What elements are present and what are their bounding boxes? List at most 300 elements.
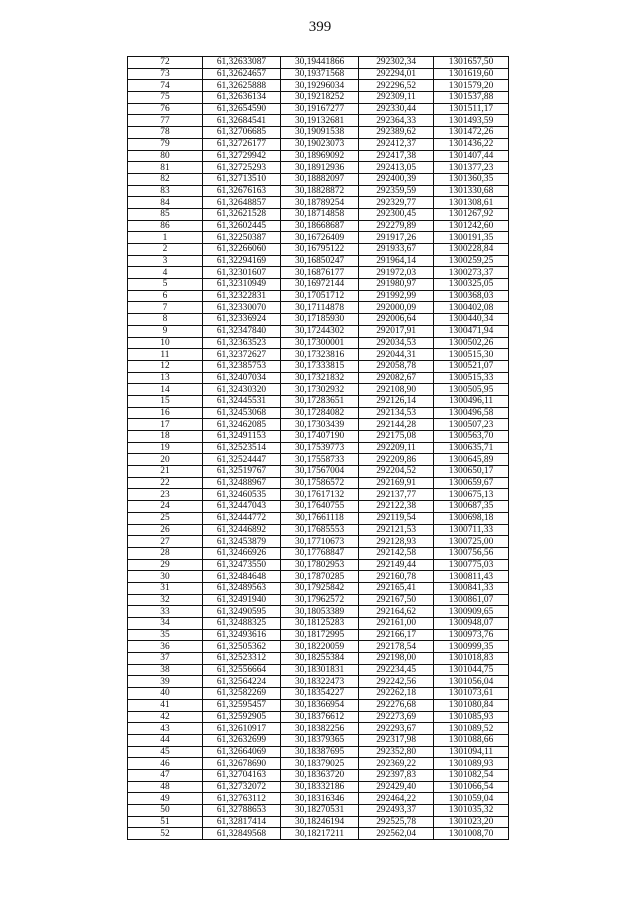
longitude-cell: 30,17567004	[281, 466, 359, 478]
x-coordinate-cell: 292389,62	[359, 127, 434, 139]
y-coordinate-cell: 1301360,35	[434, 173, 509, 185]
latitude-cell: 61,32505362	[202, 641, 280, 653]
x-coordinate-cell: 292164,62	[359, 606, 434, 618]
x-coordinate-cell: 292234,45	[359, 664, 434, 676]
x-coordinate-cell: 292296,52	[359, 80, 434, 92]
y-coordinate-cell: 1300841,33	[434, 582, 509, 594]
longitude-cell: 30,19371568	[281, 68, 359, 80]
longitude-cell: 30,18379365	[281, 734, 359, 746]
longitude-cell: 30,18379025	[281, 758, 359, 770]
x-coordinate-cell: 292121,53	[359, 524, 434, 536]
point-number-cell: 85	[128, 208, 203, 220]
y-coordinate-cell: 1301094,11	[434, 746, 509, 758]
latitude-cell: 61,32610917	[202, 723, 280, 735]
point-number-cell: 28	[128, 547, 203, 559]
longitude-cell: 30,18366954	[281, 699, 359, 711]
latitude-cell: 61,32624657	[202, 68, 280, 80]
x-coordinate-cell: 292262,18	[359, 688, 434, 700]
latitude-cell: 61,32636134	[202, 92, 280, 104]
longitude-cell: 30,17685553	[281, 524, 359, 536]
longitude-cell: 30,17323816	[281, 349, 359, 361]
point-number-cell: 39	[128, 676, 203, 688]
x-coordinate-cell: 292165,41	[359, 582, 434, 594]
y-coordinate-cell: 1300698,18	[434, 512, 509, 524]
latitude-cell: 61,32488967	[202, 477, 280, 489]
x-coordinate-cell: 292142,58	[359, 547, 434, 559]
longitude-cell: 30,17710673	[281, 536, 359, 548]
point-number-cell: 16	[128, 407, 203, 419]
latitude-cell: 61,32556664	[202, 664, 280, 676]
x-coordinate-cell: 292108,90	[359, 384, 434, 396]
longitude-cell: 30,18255384	[281, 653, 359, 665]
point-number-cell: 41	[128, 699, 203, 711]
table-row	[128, 279, 509, 291]
latitude-cell: 61,32676163	[202, 185, 280, 197]
longitude-cell: 30,17640755	[281, 501, 359, 513]
longitude-cell: 30,18363720	[281, 769, 359, 781]
longitude-cell: 30,18316346	[281, 793, 359, 805]
latitude-cell: 61,32336924	[202, 314, 280, 326]
longitude-cell: 30,17321832	[281, 372, 359, 384]
point-number-cell: 2	[128, 244, 203, 256]
table-row	[128, 758, 509, 770]
y-coordinate-cell: 1300711,33	[434, 524, 509, 536]
y-coordinate-cell: 1300191,35	[434, 232, 509, 244]
point-number-cell: 18	[128, 431, 203, 443]
longitude-cell: 30,17303439	[281, 419, 359, 431]
y-coordinate-cell: 1300659,67	[434, 477, 509, 489]
x-coordinate-cell: 292137,77	[359, 489, 434, 501]
x-coordinate-cell: 291992,99	[359, 290, 434, 302]
table-row	[128, 57, 509, 69]
y-coordinate-cell: 1301082,54	[434, 769, 509, 781]
longitude-cell: 30,18912936	[281, 162, 359, 174]
y-coordinate-cell: 1301511,17	[434, 103, 509, 115]
table-row	[128, 220, 509, 232]
point-number-cell: 46	[128, 758, 203, 770]
point-number-cell: 76	[128, 103, 203, 115]
latitude-cell: 61,32704163	[202, 769, 280, 781]
y-coordinate-cell: 1300440,34	[434, 314, 509, 326]
longitude-cell: 30,19218252	[281, 92, 359, 104]
y-coordinate-cell: 1301308,61	[434, 197, 509, 209]
point-number-cell: 4	[128, 267, 203, 279]
latitude-cell: 61,32595457	[202, 699, 280, 711]
point-number-cell: 79	[128, 138, 203, 150]
x-coordinate-cell: 292006,64	[359, 314, 434, 326]
latitude-cell: 61,32523514	[202, 442, 280, 454]
y-coordinate-cell: 1301073,61	[434, 688, 509, 700]
point-number-cell: 22	[128, 477, 203, 489]
longitude-cell: 30,17586572	[281, 477, 359, 489]
point-number-cell: 25	[128, 512, 203, 524]
x-coordinate-cell: 292119,54	[359, 512, 434, 524]
y-coordinate-cell: 1300635,71	[434, 442, 509, 454]
longitude-cell: 30,16972144	[281, 279, 359, 291]
y-coordinate-cell: 1300502,26	[434, 337, 509, 349]
y-coordinate-cell: 1300948,07	[434, 618, 509, 630]
table-row	[128, 325, 509, 337]
point-number-cell: 36	[128, 641, 203, 653]
latitude-cell: 61,32849568	[202, 828, 280, 840]
longitude-cell: 30,18387695	[281, 746, 359, 758]
longitude-cell: 30,17407190	[281, 431, 359, 443]
table-row	[128, 618, 509, 630]
latitude-cell: 61,32372627	[202, 349, 280, 361]
table-row	[128, 255, 509, 267]
latitude-cell: 61,32763112	[202, 793, 280, 805]
point-number-cell: 78	[128, 127, 203, 139]
point-number-cell: 83	[128, 185, 203, 197]
longitude-cell: 30,18053389	[281, 606, 359, 618]
x-coordinate-cell: 292209,11	[359, 442, 434, 454]
y-coordinate-cell: 1300775,03	[434, 559, 509, 571]
point-number-cell: 80	[128, 150, 203, 162]
y-coordinate-cell: 1300368,03	[434, 290, 509, 302]
longitude-cell: 30,17114878	[281, 302, 359, 314]
y-coordinate-cell: 1301493,59	[434, 115, 509, 127]
y-coordinate-cell: 1301472,26	[434, 127, 509, 139]
point-number-cell: 42	[128, 711, 203, 723]
x-coordinate-cell: 292082,67	[359, 372, 434, 384]
latitude-cell: 61,32301607	[202, 267, 280, 279]
x-coordinate-cell: 292273,69	[359, 711, 434, 723]
longitude-cell: 30,18789254	[281, 197, 359, 209]
table-row	[128, 302, 509, 314]
x-coordinate-cell: 292359,59	[359, 185, 434, 197]
x-coordinate-cell: 292413,05	[359, 162, 434, 174]
y-coordinate-cell: 1301537,88	[434, 92, 509, 104]
point-number-cell: 81	[128, 162, 203, 174]
table-row	[128, 442, 509, 454]
y-coordinate-cell: 1301080,84	[434, 699, 509, 711]
latitude-cell: 61,32706685	[202, 127, 280, 139]
y-coordinate-cell: 1300973,76	[434, 629, 509, 641]
table-row	[128, 571, 509, 583]
longitude-cell: 30,18882097	[281, 173, 359, 185]
y-coordinate-cell: 1301023,20	[434, 816, 509, 828]
point-number-cell: 29	[128, 559, 203, 571]
x-coordinate-cell: 292128,93	[359, 536, 434, 548]
page-number: 399	[308, 19, 332, 35]
latitude-cell: 61,32447043	[202, 501, 280, 513]
point-number-cell: 35	[128, 629, 203, 641]
latitude-cell: 61,32266060	[202, 244, 280, 256]
longitude-cell: 30,19441866	[281, 57, 359, 69]
latitude-cell: 61,32633087	[202, 57, 280, 69]
latitude-cell: 61,32484648	[202, 571, 280, 583]
y-coordinate-cell: 1300515,30	[434, 349, 509, 361]
point-number-cell: 24	[128, 501, 203, 513]
y-coordinate-cell: 1300273,37	[434, 267, 509, 279]
y-coordinate-cell: 1300521,07	[434, 360, 509, 372]
table-row	[128, 372, 509, 384]
x-coordinate-cell: 292364,33	[359, 115, 434, 127]
y-coordinate-cell: 1300999,35	[434, 641, 509, 653]
y-coordinate-cell: 1301657,50	[434, 57, 509, 69]
point-number-cell: 3	[128, 255, 203, 267]
table-row	[128, 769, 509, 781]
coordinates-table	[127, 56, 509, 840]
longitude-cell: 30,17284082	[281, 407, 359, 419]
y-coordinate-cell: 1301008,70	[434, 828, 509, 840]
y-coordinate-cell: 1301089,93	[434, 758, 509, 770]
table-row	[128, 781, 509, 793]
x-coordinate-cell: 291917,26	[359, 232, 434, 244]
table-row	[128, 711, 509, 723]
y-coordinate-cell: 1301044,75	[434, 664, 509, 676]
point-number-cell: 32	[128, 594, 203, 606]
x-coordinate-cell: 292525,78	[359, 816, 434, 828]
table-row	[128, 477, 509, 489]
x-coordinate-cell: 292302,34	[359, 57, 434, 69]
longitude-cell: 30,18220059	[281, 641, 359, 653]
latitude-cell: 61,32493616	[202, 629, 280, 641]
longitude-cell: 30,18246194	[281, 816, 359, 828]
point-number-cell: 19	[128, 442, 203, 454]
point-number-cell: 43	[128, 723, 203, 735]
point-number-cell: 38	[128, 664, 203, 676]
table-row	[128, 103, 509, 115]
point-number-cell: 13	[128, 372, 203, 384]
x-coordinate-cell: 292317,98	[359, 734, 434, 746]
x-coordinate-cell: 292276,68	[359, 699, 434, 711]
longitude-cell: 30,19132681	[281, 115, 359, 127]
x-coordinate-cell: 292352,80	[359, 746, 434, 758]
point-number-cell: 74	[128, 80, 203, 92]
x-coordinate-cell: 292493,37	[359, 805, 434, 817]
x-coordinate-cell: 291972,03	[359, 267, 434, 279]
x-coordinate-cell: 292209,86	[359, 454, 434, 466]
table-row	[128, 805, 509, 817]
x-coordinate-cell: 292058,78	[359, 360, 434, 372]
y-coordinate-cell: 1300402,08	[434, 302, 509, 314]
latitude-cell: 61,32621528	[202, 208, 280, 220]
y-coordinate-cell: 1301018,83	[434, 653, 509, 665]
point-number-cell: 20	[128, 454, 203, 466]
table-row	[128, 536, 509, 548]
table-row	[128, 395, 509, 407]
table-row	[128, 197, 509, 209]
table-row	[128, 454, 509, 466]
longitude-cell: 30,18354227	[281, 688, 359, 700]
latitude-cell: 61,32453879	[202, 536, 280, 548]
latitude-cell: 61,32445531	[202, 395, 280, 407]
table-row	[128, 512, 509, 524]
longitude-cell: 30,17283651	[281, 395, 359, 407]
y-coordinate-cell: 1301377,23	[434, 162, 509, 174]
latitude-cell: 61,32725293	[202, 162, 280, 174]
coordinates-table-body	[128, 57, 509, 840]
point-number-cell: 27	[128, 536, 203, 548]
point-number-cell: 14	[128, 384, 203, 396]
latitude-cell: 61,32488325	[202, 618, 280, 630]
latitude-cell: 61,32446892	[202, 524, 280, 536]
longitude-cell: 30,17617132	[281, 489, 359, 501]
table-row	[128, 162, 509, 174]
latitude-cell: 61,32732072	[202, 781, 280, 793]
y-coordinate-cell: 1301330,68	[434, 185, 509, 197]
longitude-cell: 30,17051712	[281, 290, 359, 302]
y-coordinate-cell: 1300228,84	[434, 244, 509, 256]
longitude-cell: 30,18125283	[281, 618, 359, 630]
table-row	[128, 407, 509, 419]
longitude-cell: 30,17925842	[281, 582, 359, 594]
x-coordinate-cell: 292293,67	[359, 723, 434, 735]
point-number-cell: 40	[128, 688, 203, 700]
longitude-cell: 30,18172995	[281, 629, 359, 641]
x-coordinate-cell: 292464,22	[359, 793, 434, 805]
y-coordinate-cell: 1301619,60	[434, 68, 509, 80]
table-row	[128, 384, 509, 396]
table-row	[128, 185, 509, 197]
longitude-cell: 30,17185930	[281, 314, 359, 326]
latitude-cell: 61,32684541	[202, 115, 280, 127]
y-coordinate-cell: 1301059,04	[434, 793, 509, 805]
y-coordinate-cell: 1300909,65	[434, 606, 509, 618]
y-coordinate-cell: 1300563,70	[434, 431, 509, 443]
latitude-cell: 61,32294169	[202, 255, 280, 267]
x-coordinate-cell: 292429,40	[359, 781, 434, 793]
x-coordinate-cell: 292242,56	[359, 676, 434, 688]
latitude-cell: 61,32473550	[202, 559, 280, 571]
x-coordinate-cell: 292160,78	[359, 571, 434, 583]
y-coordinate-cell: 1300325,05	[434, 279, 509, 291]
y-coordinate-cell: 1301088,66	[434, 734, 509, 746]
table-row	[128, 606, 509, 618]
latitude-cell: 61,32713510	[202, 173, 280, 185]
y-coordinate-cell: 1301242,60	[434, 220, 509, 232]
table-row	[128, 828, 509, 840]
longitude-cell: 30,18322473	[281, 676, 359, 688]
latitude-cell: 61,32462085	[202, 419, 280, 431]
table-row	[128, 653, 509, 665]
x-coordinate-cell: 292329,77	[359, 197, 434, 209]
y-coordinate-cell: 1301267,92	[434, 208, 509, 220]
point-number-cell: 6	[128, 290, 203, 302]
latitude-cell: 61,32491153	[202, 431, 280, 443]
point-number-cell: 52	[128, 828, 203, 840]
x-coordinate-cell: 292400,39	[359, 173, 434, 185]
latitude-cell: 61,32322831	[202, 290, 280, 302]
longitude-cell: 30,18301831	[281, 664, 359, 676]
y-coordinate-cell: 1300496,11	[434, 395, 509, 407]
longitude-cell: 30,18828872	[281, 185, 359, 197]
table-row	[128, 232, 509, 244]
x-coordinate-cell: 292178,54	[359, 641, 434, 653]
table-row	[128, 80, 509, 92]
table-row	[128, 419, 509, 431]
table-row	[128, 127, 509, 139]
longitude-cell: 30,16876177	[281, 267, 359, 279]
latitude-cell: 61,32625888	[202, 80, 280, 92]
table-row	[128, 267, 509, 279]
point-number-cell: 86	[128, 220, 203, 232]
table-row	[128, 524, 509, 536]
longitude-cell: 30,17870285	[281, 571, 359, 583]
longitude-cell: 30,18376612	[281, 711, 359, 723]
latitude-cell: 61,32817414	[202, 816, 280, 828]
point-number-cell: 21	[128, 466, 203, 478]
point-number-cell: 75	[128, 92, 203, 104]
longitude-cell: 30,17768847	[281, 547, 359, 559]
table-row	[128, 150, 509, 162]
table-row	[128, 314, 509, 326]
x-coordinate-cell: 292562,04	[359, 828, 434, 840]
point-number-cell: 49	[128, 793, 203, 805]
x-coordinate-cell: 292169,91	[359, 477, 434, 489]
x-coordinate-cell: 292126,14	[359, 395, 434, 407]
point-number-cell: 44	[128, 734, 203, 746]
x-coordinate-cell: 292149,44	[359, 559, 434, 571]
latitude-cell: 61,32407034	[202, 372, 280, 384]
longitude-cell: 30,18217211	[281, 828, 359, 840]
table-row	[128, 547, 509, 559]
latitude-cell: 61,32490595	[202, 606, 280, 618]
y-coordinate-cell: 1301579,20	[434, 80, 509, 92]
longitude-cell: 30,17802953	[281, 559, 359, 571]
longitude-cell: 30,18668687	[281, 220, 359, 232]
latitude-cell: 61,32489563	[202, 582, 280, 594]
point-number-cell: 23	[128, 489, 203, 501]
x-coordinate-cell: 292161,00	[359, 618, 434, 630]
x-coordinate-cell: 292175,08	[359, 431, 434, 443]
point-number-cell: 82	[128, 173, 203, 185]
latitude-cell: 61,32524447	[202, 454, 280, 466]
point-number-cell: 8	[128, 314, 203, 326]
latitude-cell: 61,32250387	[202, 232, 280, 244]
point-number-cell: 34	[128, 618, 203, 630]
point-number-cell: 84	[128, 197, 203, 209]
x-coordinate-cell: 292279,89	[359, 220, 434, 232]
y-coordinate-cell: 1300259,25	[434, 255, 509, 267]
longitude-cell: 30,19091538	[281, 127, 359, 139]
y-coordinate-cell: 1300811,43	[434, 571, 509, 583]
latitude-cell: 61,32310949	[202, 279, 280, 291]
longitude-cell: 30,17661118	[281, 512, 359, 524]
x-coordinate-cell: 292300,45	[359, 208, 434, 220]
longitude-cell: 30,18969092	[281, 150, 359, 162]
y-coordinate-cell: 1300687,35	[434, 501, 509, 513]
longitude-cell: 30,17539773	[281, 442, 359, 454]
table-row	[128, 746, 509, 758]
y-coordinate-cell: 1300725,00	[434, 536, 509, 548]
y-coordinate-cell: 1300861,07	[434, 594, 509, 606]
latitude-cell: 61,32726177	[202, 138, 280, 150]
latitude-cell: 61,32330070	[202, 302, 280, 314]
table-row	[128, 676, 509, 688]
x-coordinate-cell: 291933,67	[359, 244, 434, 256]
latitude-cell: 61,32466926	[202, 547, 280, 559]
table-row	[128, 664, 509, 676]
latitude-cell: 61,32729942	[202, 150, 280, 162]
longitude-cell: 30,18270531	[281, 805, 359, 817]
longitude-cell: 30,19167277	[281, 103, 359, 115]
latitude-cell: 61,32678690	[202, 758, 280, 770]
table-row	[128, 641, 509, 653]
x-coordinate-cell: 291980,97	[359, 279, 434, 291]
latitude-cell: 61,32788653	[202, 805, 280, 817]
longitude-cell: 30,17558733	[281, 454, 359, 466]
y-coordinate-cell: 1300756,56	[434, 547, 509, 559]
x-coordinate-cell: 292134,53	[359, 407, 434, 419]
table-row	[128, 173, 509, 185]
x-coordinate-cell: 292369,22	[359, 758, 434, 770]
table-row	[128, 723, 509, 735]
table-row	[128, 559, 509, 571]
table-row	[128, 115, 509, 127]
x-coordinate-cell: 292034,53	[359, 337, 434, 349]
